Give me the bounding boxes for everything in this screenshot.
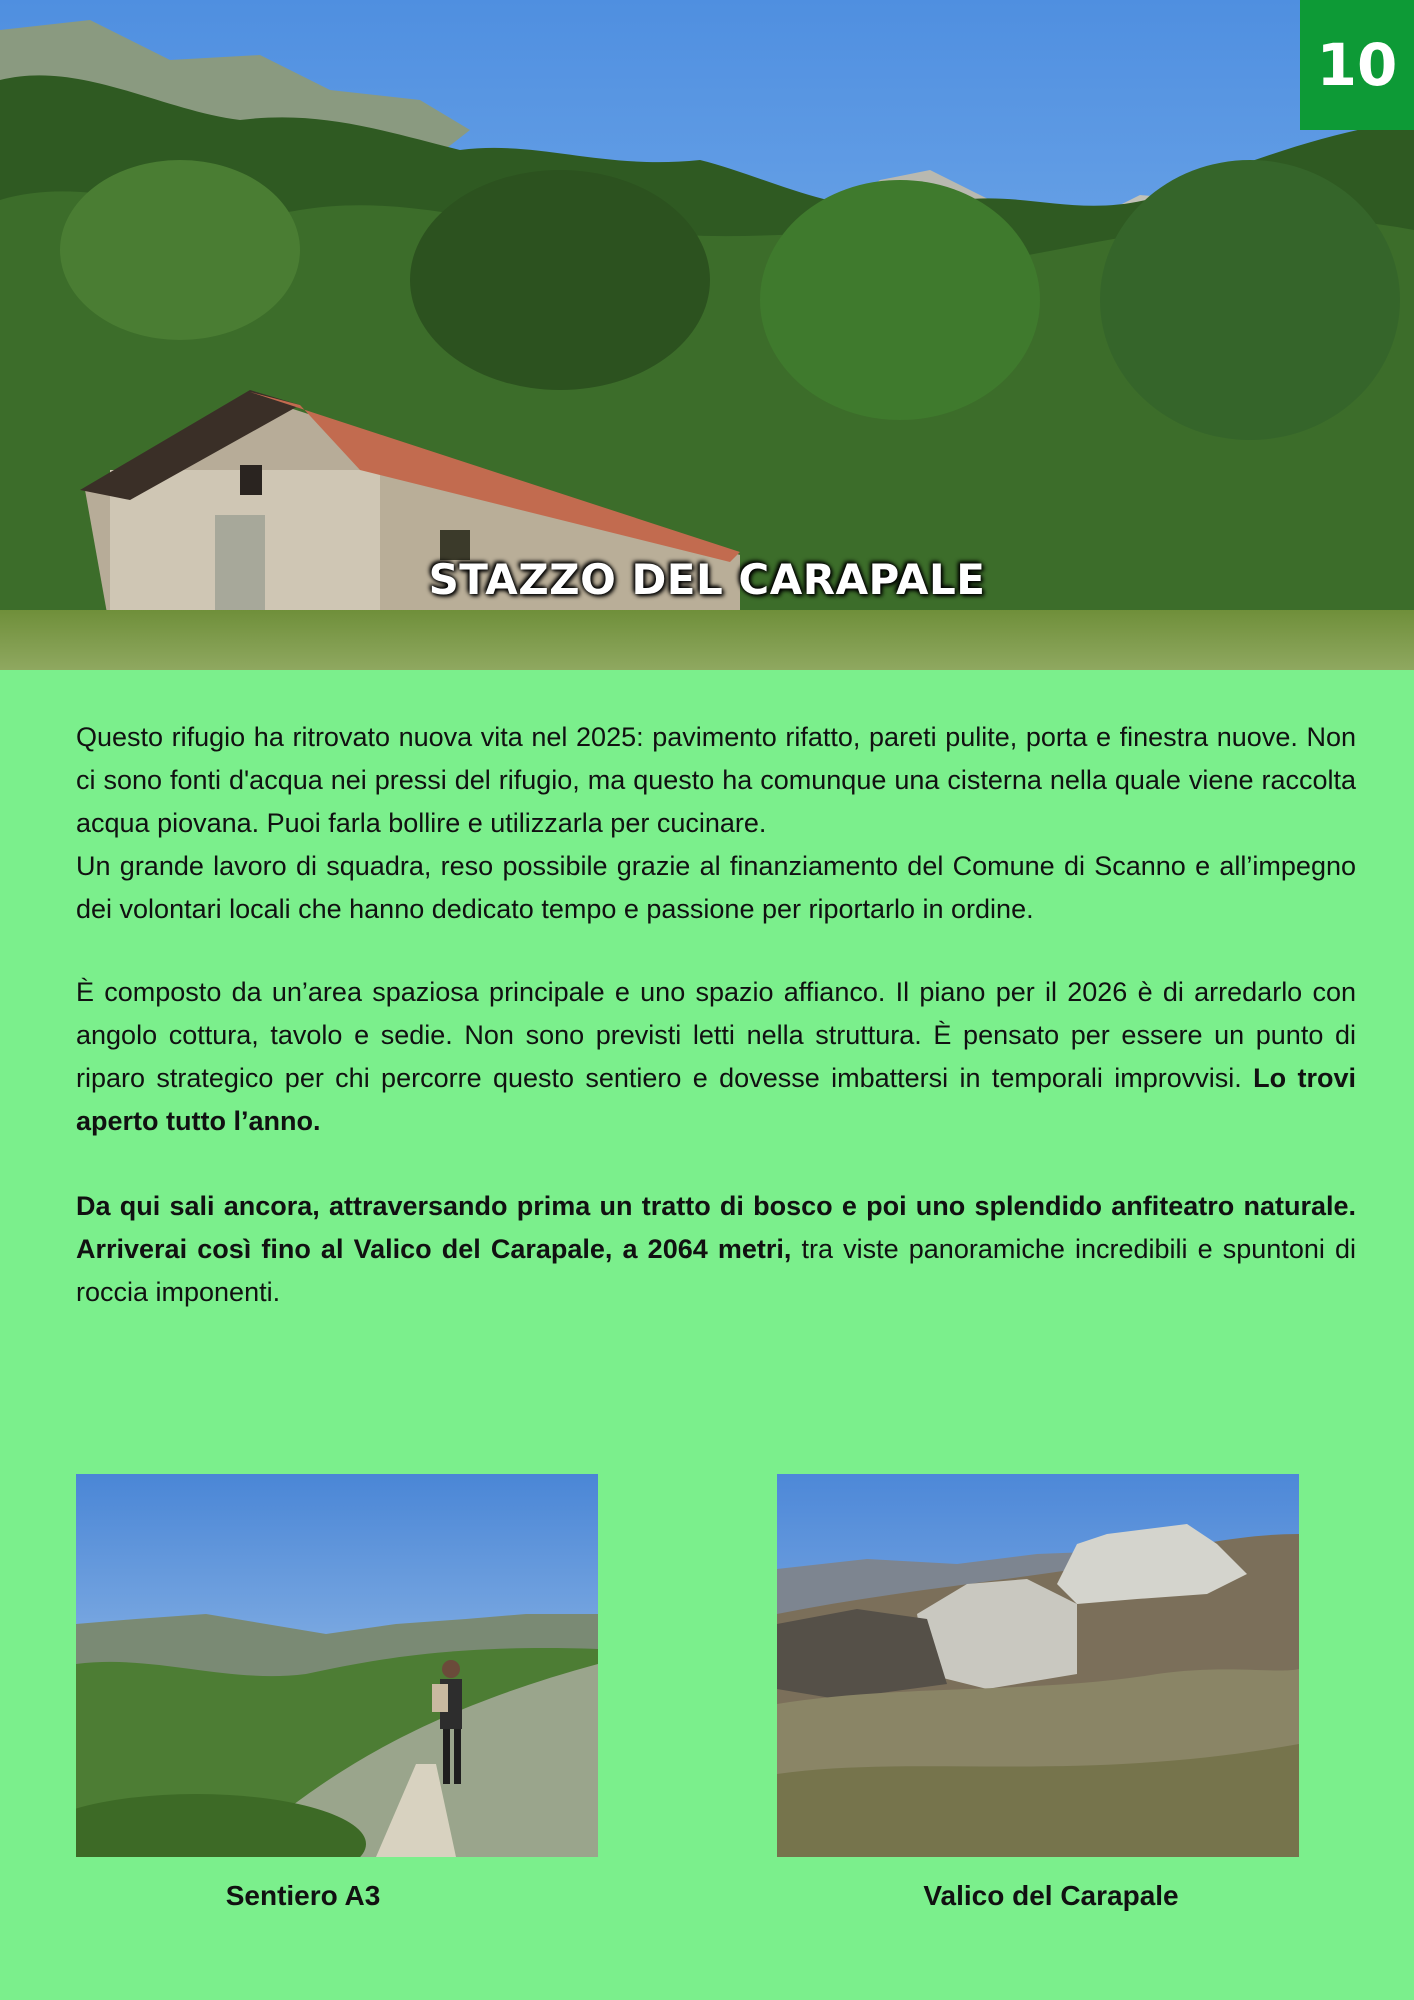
page-title: STAZZO DEL CARAPALE bbox=[428, 555, 986, 604]
paragraph-route bbox=[76, 1185, 1356, 1314]
photo-valico-del-carapale bbox=[777, 1474, 1299, 1857]
caption-sentiero-a3: Sentiero A3 bbox=[225, 1880, 381, 1911]
paragraph-layout bbox=[76, 971, 1356, 1143]
hiker-trail-image bbox=[76, 1474, 598, 1857]
body-text bbox=[76, 716, 1356, 1314]
paragraph-teamwork: Un grande lavoro di squadra, reso possibile grazie al finanziamento del Comune di Scanno e all’impegno dei volontari locali che hanno dedicato tempo e passione per riportarlo in ordine. bbox=[76, 851, 1356, 924]
caption-valico-del-carapale: Valico del Carapale bbox=[923, 1880, 1179, 1911]
paragraph-layout-bold: Lo trovi aperto tutto l’anno. bbox=[76, 1063, 1356, 1136]
paragraph-restoration: Questo rifugio ha ritrovato nuova vita nel 2025: pavimento rifatto, pareti pulite, porta e finestra nuove. Non ci sono fonti d'acqua nei pressi del rifugio, ma questo ha comunque una cisterna nella quale viene raccolta acqua piovana. Puoi farla bollire e utilizzarla per cucinare. bbox=[76, 722, 1356, 838]
rocky-pass-image bbox=[777, 1474, 1299, 1857]
paragraph-route-text: tra viste panoramiche incredibili e spuntoni di roccia imponenti. bbox=[76, 1234, 1356, 1307]
photo-sentiero-a3 bbox=[76, 1474, 598, 1857]
paragraph-layout-text: È composto da un’area spaziosa principale e uno spazio affianco. Il piano per il 2026 è di arredarlo con angolo cottura, tavolo e sedie. Non sono previsti letti nella struttura. È pensato per essere un punto di riparo strategico per chi percorre questo sentiero e dovesse imbattersi in temporali improvvisi. bbox=[76, 977, 1356, 1093]
paragraph-route-bold: Da qui sali ancora, attraversando prima un tratto di bosco e poi uno splendido anfiteatro naturale. Arriverai così fino al Valico del Carapale, a 2064 metri, bbox=[76, 1191, 1356, 1264]
page-number-badge: 10 bbox=[1300, 0, 1414, 130]
